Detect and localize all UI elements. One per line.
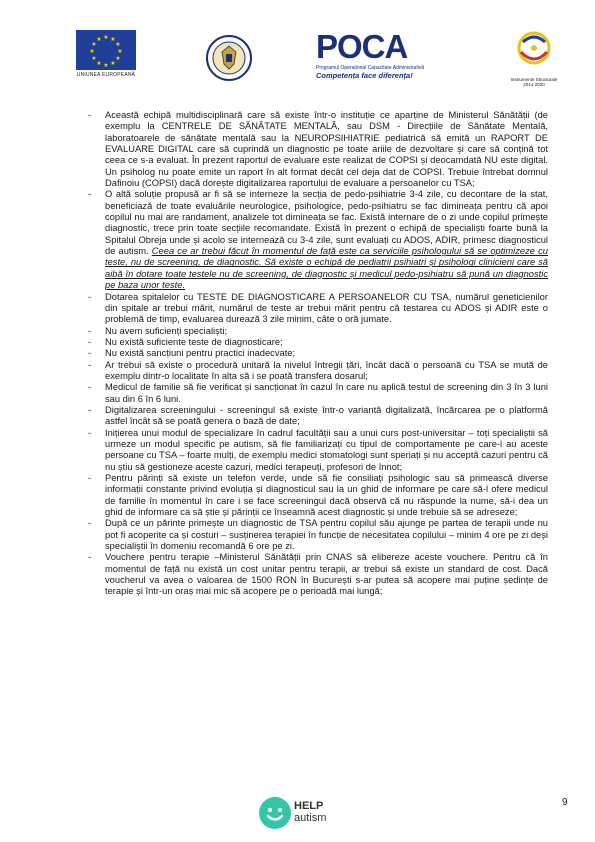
list-item <box>88 189 548 291</box>
svg-text:★: ★ <box>96 36 102 43</box>
help-word: HELP <box>294 800 324 812</box>
svg-text:★: ★ <box>117 48 123 55</box>
coat-of-arms-icon <box>205 34 253 82</box>
list-item <box>88 428 548 473</box>
item-text: Nu avem suficienți specialiști; <box>105 325 228 336</box>
list-item <box>88 337 548 348</box>
item-text: Nu există suficiente teste de diagnosticare; <box>105 336 283 347</box>
list-item <box>88 518 548 552</box>
list-item <box>88 326 548 337</box>
help-autism-wordmark <box>294 800 326 824</box>
item-text: Ar trebui să existe o procedură unitară la nivelul întregii țări, încât dacă o persoană cu TSA se mută de exemplu dintr-o localitate în alta să i se poată transfera dosarul; <box>105 359 548 381</box>
svg-text:★: ★ <box>89 48 95 55</box>
svg-text:★: ★ <box>96 60 102 67</box>
svg-text:★: ★ <box>110 60 116 67</box>
item-text: Digitalizarea screeningului - screeningul să existe într-o variantă digitalizată, încărcarea pe o platformă astfel încât să se poată genera o bază de date; <box>105 404 548 427</box>
help-autism-logo <box>258 796 338 836</box>
item-text: Pentru părinți să existe un telefon verde, unde să fie consiliați psihologic sau să primească diverse informații constante privind evoluția și diagnosticul sau la un ghid de informare pe care să-l ofere medicul de familie în momentul în care i se face screeningul dacă observă că nu răspunde la nume, să-i dea un ghid de informare ca să știe și părinții ce înseamnă acest diagnostic și unde trebuie să se adreseze; <box>105 473 548 518</box>
star-swirl-icon <box>505 28 563 72</box>
poca-logo <box>316 30 442 86</box>
item-text: O altă soluție propusă ar fi să se interneze la secția de pedo-psihiatrie 3-4 zile, cu decontare de la stat, beneficiază de toate evaluările neurologice, psihologice, pedo-psihiatru se fac dimineața pentru că apoi copilul nu mai are randament, analizele tot dimineața se fac. Există internare de o zi unde copilul primește diagnostic, trece prin toate secțiile recomandate. Există în prezent o echipă de specialiști foarte bună la Spitalul Obreja unde și acolo se internează cu 3-4 zile, sunt evaluați cu ADOS, ADIR, primesc diagnosticul de autism. <box>105 189 548 257</box>
eu-caption: UNIUNEA EUROPEANĂ <box>76 72 136 78</box>
item-text: Vouchere pentru terapie –Ministerul Sănătății prin CNAS să elibereze aceste vouchere. Pentru că în momentul de față nu există un cost unitar pentru terapii, ar trebui să existe un standard de cost. Dacă voucherul va avea o valoarea de 1500 RON în București s-ar putea să acopere mai puține ședințe de terapie și într-un oraș mai mic să acopere pe o perioadă mai lungă; <box>105 552 548 597</box>
item-text: Inițierea unui modul de specializare în cadrul facultății sau a unui curs post-universitar – toți specialiștii să urmeze un modul specific pe autism, să fie familiarizați cu tipul de comportamente pe care-l au aceste persoane cu TSA – foarte mulți, de exemplu medici stomatologi sunt speriați și nu acceptă cazuri pentru că nu știu să gestioneze aceste cazuri, medici terapeuți, profesori de înnot; <box>105 427 548 472</box>
help-autism-icon <box>258 796 292 830</box>
list-item <box>88 360 548 383</box>
eu-logo <box>73 30 139 80</box>
list-item <box>88 382 548 405</box>
government-seal <box>205 34 253 82</box>
instruments-caption: Instrumente Structurale 2014-2020 <box>510 77 558 87</box>
item-emphasis: Ceea ce ar trebui făcut în momentul de față este ca serviciile psihologului să se optimizeze cu teste, nu de screening, de diagnostic. Să existe o echipă de pediatrii psihiatri și psihologi clinicieni care să aibă în dotare toate testele nu de screening, de diagnostic și medicul pedo-psihiatru să pună un diagnostic pe baza unor teste. <box>105 246 548 291</box>
structural-instruments-logo <box>505 28 563 86</box>
svg-text:★: ★ <box>103 34 109 41</box>
page-header <box>0 0 595 92</box>
svg-text:★: ★ <box>103 62 109 69</box>
item-text: Dotarea spitalelor cu TESTE DE DIAGNOSTICARE A PERSOANELOR CU TSA, numărul geneticienilor din spitale ar trebui mărit, numărul de teste ar trebui mărit pentru că testarea cu ADOS și ADIR este o problemă de timp, evaluarea durează 3 zile minim, câte o oră jumate. <box>105 291 548 325</box>
bullet-list <box>88 110 548 598</box>
poca-slogan: Competența face diferența! <box>316 71 413 80</box>
eu-flag-icon <box>76 30 136 70</box>
list-item <box>88 110 548 189</box>
svg-text:★: ★ <box>115 55 121 62</box>
item-text: Medicul de familie să fie verificat și sancționat în cazul în care nu aplică testul de screening din 3 în 3 luni sau din 6 în 6 luni. <box>105 382 548 404</box>
svg-text:★: ★ <box>91 55 97 62</box>
item-text: Această echipă multidisciplinară care să existe într-o instituție ce aparține de Ministerul Sănătății (de exemplu la CENTRELE DE SĂNĂTATE MENTALĂ, sau DSM - Direcțiile de Sănătate Mentală, laboratoarele de sănătate mentală sau la NEUROPSIHIATRIE pediatrică să emită un RAPORT DE EVALUARE DIGITAL care să cuprindă un diagnostic pe toate ariile de dezvoltare și care să conțină tot ceea ce s-a evaluat. În prezent raportul de evaluare este realizat de COPSI și deocamdată NU este digital. Un psiholog nu poate emite un raport în alt format decât cel deja dat de COPSI. Trebuie întrebat domnul Dafinoiu (COPSI) dacă dorește digitalizarea raportului de evaluare a persoanelor cu TSA; <box>105 110 548 189</box>
item-text: Nu există sancțiuni pentru practici inadecvate; <box>105 348 296 359</box>
svg-text:★: ★ <box>115 41 121 48</box>
poca-program-name: Programul Operațional Capacitate Administrativă <box>316 65 425 71</box>
svg-text:★: ★ <box>91 41 97 48</box>
item-text: După ce un părinte primește un diagnostic de TSA pentru copilul său ajunge pe partea de terapii unde nu pot fi acoperite ca și costuri – susținerea terapiei în funcție de necesitatea copilului – minim 4 ore pe zi deși specialiștii în domeniu recomandă 6 ore pe zi. <box>105 518 548 552</box>
list-item <box>88 552 548 597</box>
autism-word: autism <box>294 812 327 824</box>
list-item <box>88 473 548 518</box>
list-item <box>88 292 548 326</box>
list-item <box>88 405 548 428</box>
list-item <box>88 348 548 359</box>
poca-wordmark: POCA <box>316 28 408 65</box>
svg-text:★: ★ <box>110 36 116 43</box>
page-number: 9 <box>562 797 568 808</box>
